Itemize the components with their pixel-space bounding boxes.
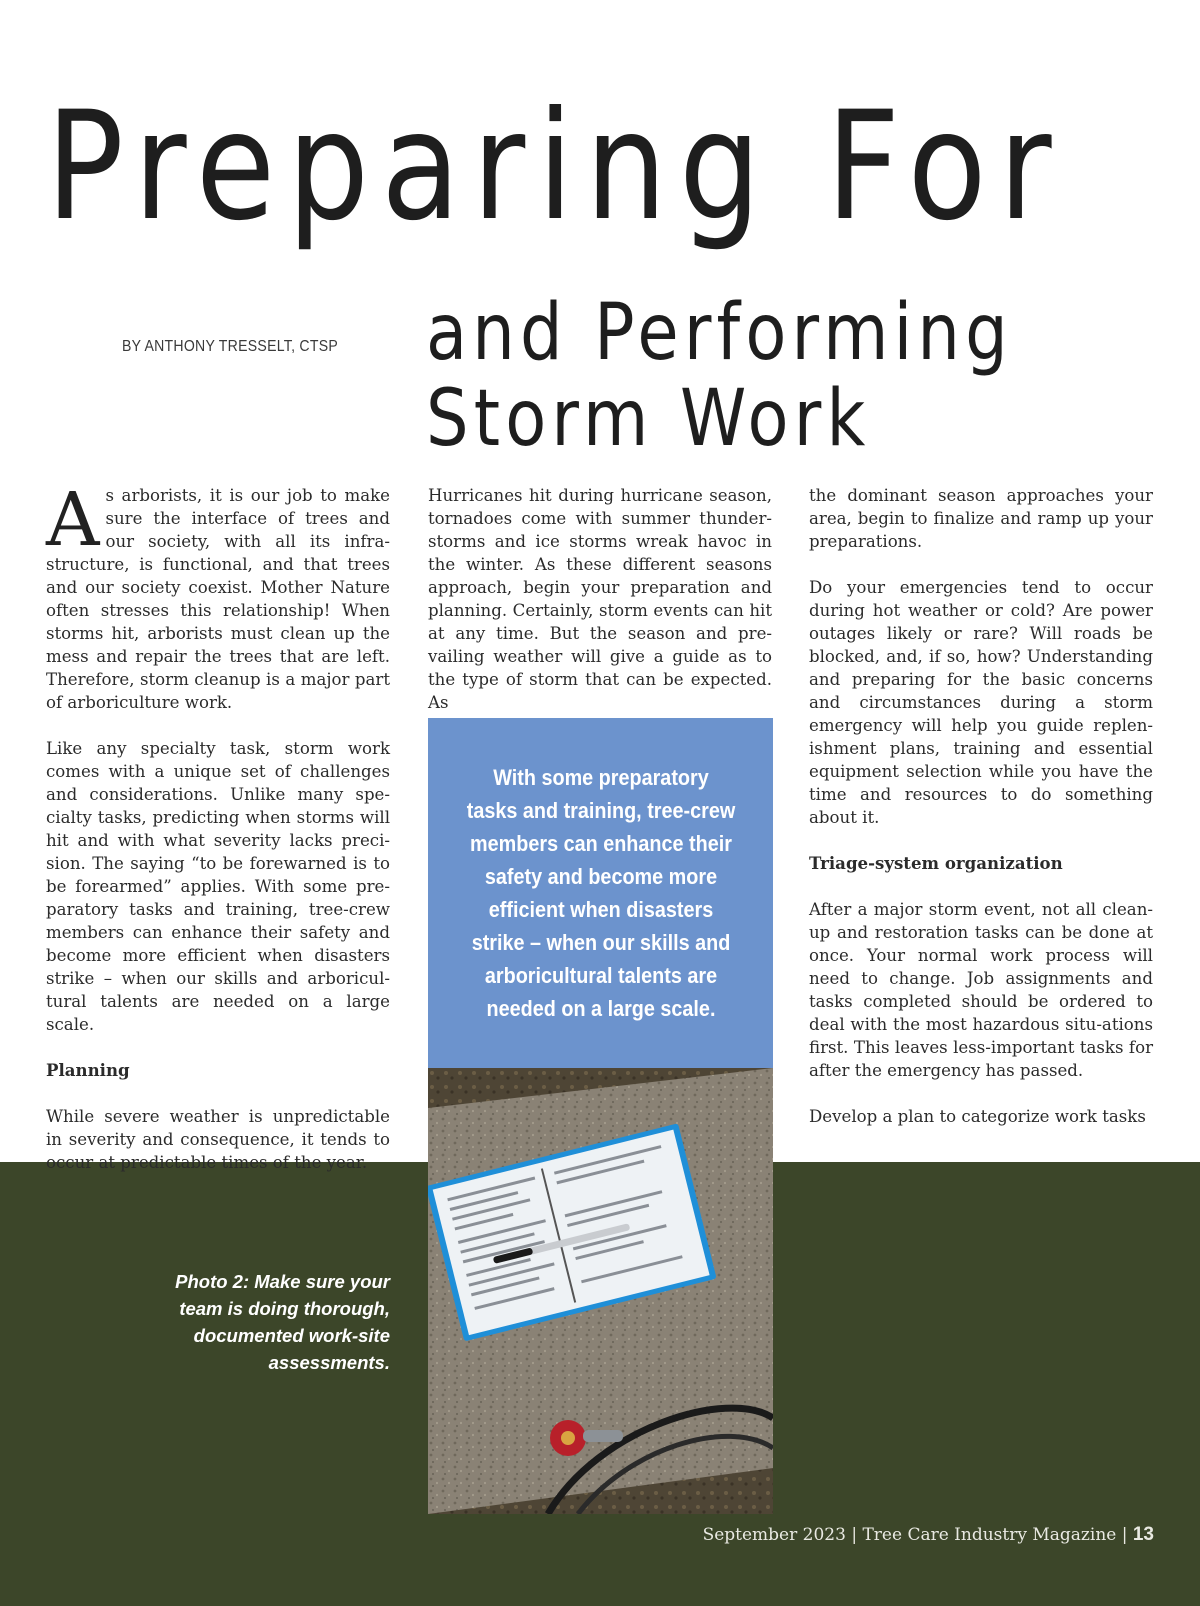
headline-line-2: and Performing [426,288,1013,378]
article-column-3 [809,484,1153,1128]
page-footer [703,1524,1154,1546]
section-heading-triage: Triage-system organization [809,853,1063,873]
paragraph: the dominant season approaches your area, begin to finalize and ramp up your preparations. [809,486,1153,551]
pull-quote [428,718,773,1068]
section-heading-planning: Planning [46,1060,130,1080]
photo-clipboard [428,1068,773,1514]
paragraph: Like any specialty task, storm work comes with a unique set of challenges and considerations. Unlike many spe-cialty tasks, predicting when storms will hit and with what severity lacks preci-sion. The saying “to be forewarned is to be forearmed” applies. With some pre-paratory tasks and training, tree-crew members can enhance their safety and become more efficient when disasters strike – when our skills and arboricul-tural talents are needed on a large scale. [46,739,390,1034]
photo-caption: Photo 2: Make sure your team is doing thorough, documented work-site assessments. [175,1271,390,1373]
headline-line-3: Storm Work [426,374,871,464]
paragraph: Hurricanes hit during hurricane season, tornadoes come with summer thunder-storms and ice storms wreak havoc in the winter. As these different seasons approach, begin your preparation and planning. Certainly, storm events can hit at any time. But the season and pre-vailing weather will give a guide as to the type of storm that can be expected. As [428,486,772,712]
page-number: 13 [1132,1524,1154,1545]
paragraph: Do your emergencies tend to occur during hot weather or cold? Are power outages likely or rare? Will roads be blocked, and, if so, how? Understanding and preparing for the basic concerns and circumstances during a storm emergency will help you guide replen-ishment plans, training and essential equipment selection while you have the time and resources to do something about it. [809,578,1153,827]
paragraph: While severe weather is unpredictable in severity and consequence, it tends to occur at predictable times of the year. [46,1107,390,1172]
article-column-2 [428,484,772,714]
drop-cap: A [46,477,100,563]
pull-quote-text: With some preparatory tasks and training, tree-crew members can enhance their safety and become more efficient when disasters strike – when our skills and arboricultural talents are needed on a large scale. [466,765,735,1021]
intro-paragraph-text: s arborists, it is our job to make sure the interface of trees and our society, with all its infra-structure, is functional, and that trees and our society coexist. Mother Nature often stresses this relationship! When storms hit, arborists must clean up the mess and repair the trees that are left. Therefore, storm cleanup is a major part of arboriculture work. [46,486,390,712]
paragraph: After a major storm event, not all clean-up and restoration tasks can be done at once. Your normal work process will need to change. Job assignments and tasks completed should be ordered to deal with the most hazardous situ-ations first. This leaves less-important tasks for after the emergency has passed. [809,900,1153,1080]
paragraph: Develop a plan to categorize work tasks [809,1107,1146,1126]
intro-paragraph [46,477,390,714]
footer-issue: September 2023 | Tree Care Industry Magazine | [702,1525,1133,1545]
headline-title: Preparing For [46,80,1064,254]
article-column-1 [46,477,390,1174]
photo-illustration [428,1068,773,1514]
byline: BY ANTHONY TRESSELT, CTSP [122,338,339,355]
headline-subtitle [426,290,1062,462]
